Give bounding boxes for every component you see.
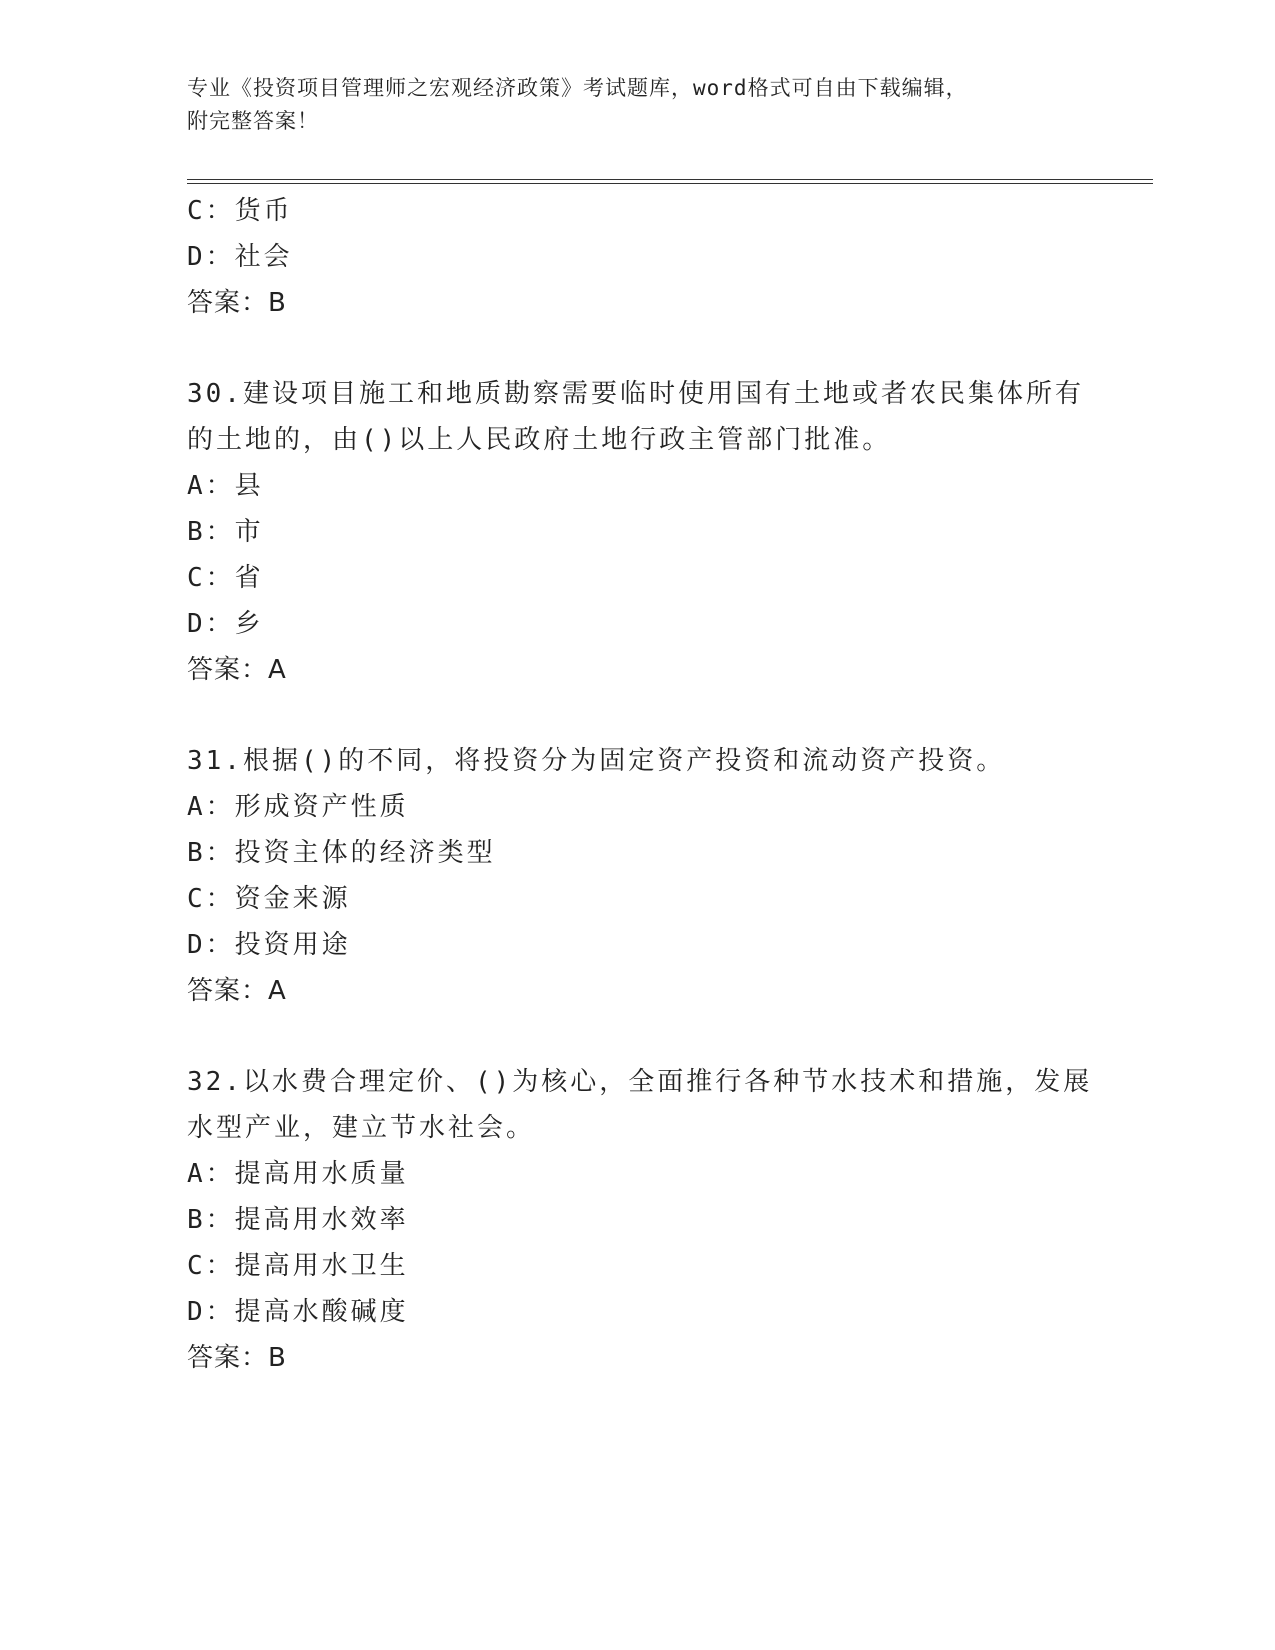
previous-question-tail [187,188,1087,326]
answer-line: 答案：A [187,655,287,685]
question-31 [187,738,1087,1014]
question-stem: 30.建设项目施工和地质勘察需要临时使用国有土地或者农民集体所有 [187,379,1084,409]
option-c: C：资金来源 [187,884,351,914]
question-stem: 的土地的，由()以上人民政府土地行政主管部门批准。 [187,425,892,455]
header-rule-bottom [187,183,1153,184]
option-a: A：提高用水质量 [187,1159,409,1189]
option-a: A：形成资产性质 [187,792,409,822]
option-b: B：投资主体的经济类型 [187,838,496,868]
question-30 [187,371,1087,693]
header-line-2: 附完整答案！ [187,109,319,133]
question-stem: 水型产业，建立节水社会。 [187,1113,536,1143]
option-c: C：省 [187,563,264,593]
option-b: B：市 [187,517,264,547]
answer-line: 答案：A [187,976,287,1006]
question-list [187,188,1093,1381]
option-c: C：提高用水卫生 [187,1251,409,1281]
option-c: C：货币 [187,196,293,226]
answer-line: 答案：B [187,1343,287,1373]
option-d: D：提高水酸碱度 [187,1297,409,1327]
option-a: A：县 [187,471,264,501]
answer-line: 答案：B [187,288,287,318]
option-d: D：乡 [187,609,264,639]
header-rule-top [187,179,1153,180]
option-d: D：社会 [187,242,293,272]
option-b: B：提高用水效率 [187,1205,409,1235]
question-stem: 32.以水费合理定价、()为核心，全面推行各种节水技术和措施，发展 [187,1067,1093,1097]
header-line-1: 专业《投资项目管理师之宏观经济政策》考试题库，word格式可自由下载编辑， [187,76,968,100]
option-d: D：投资用途 [187,930,351,960]
question-stem: 31.根据()的不同，将投资分为固定资产投资和流动资产投资。 [187,746,1006,776]
question-32 [187,1059,1093,1381]
document-header [187,72,1077,138]
